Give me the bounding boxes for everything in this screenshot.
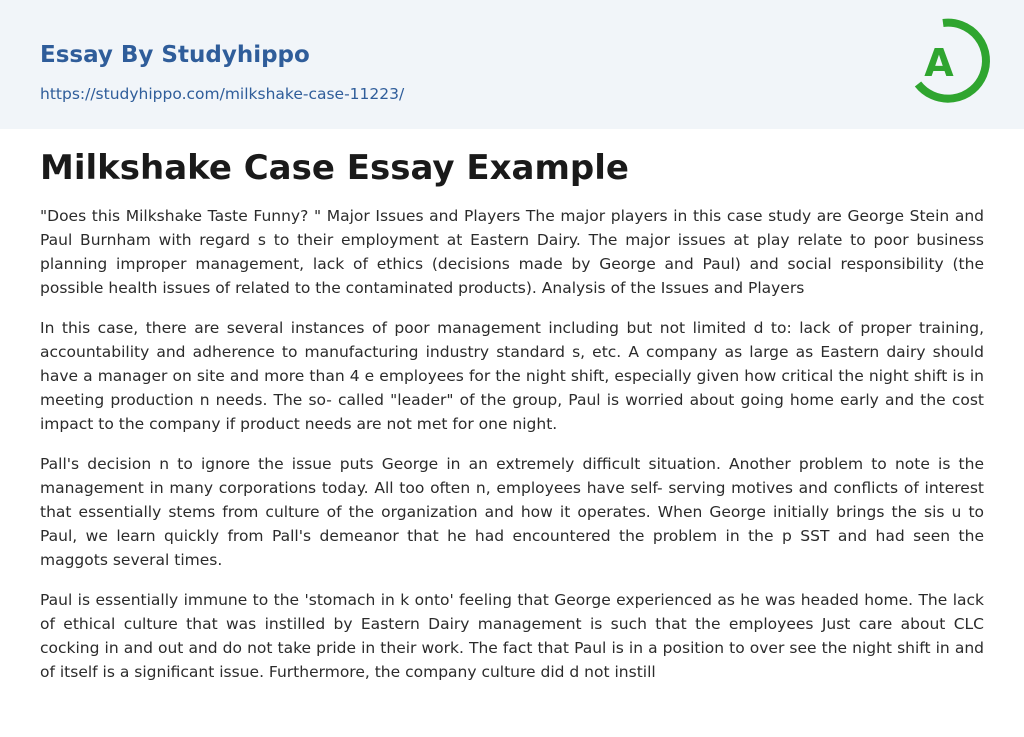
page-url-link[interactable]: https://studyhippo.com/milkshake-case-11223/ xyxy=(40,85,405,103)
essay-paragraph-1: "Does this Milkshake Taste Funny? " Major Issues and Players The major players in this case study are George Stein and Paul Burnham with regard s to their employment at Eastern Dairy. The major issues at play relate to poor business planning improper management, lack of ethics (decisions made by George and Paul) and social responsibility (the possible health issues of related to the contaminated products). Analysis of the Issues and Players xyxy=(40,207,984,297)
studyhippo-logo-icon[interactable] xyxy=(906,14,994,110)
essay-content xyxy=(40,140,984,700)
site-brand[interactable]: Essay By Studyhippo xyxy=(40,42,310,68)
essay-paragraph-3: Pall's decision n to ignore the issue puts George in an extremely difficult situation. Another problem to note is the management in many corporations today. All too often n, employees have self- serving motives and conflicts of interest that essentially stems from culture of the organization and how it operates. When George initially brings the sis u to Paul, we learn quickly from Pall's demeanor that he had encountered the problem in the p SST and had seen the maggots several times. xyxy=(40,455,984,569)
essay-paragraph-4: Paul is essentially immune to the 'stomach in k onto' feeling that George experienced as he was headed home. The lack of ethical culture that was instilled by Eastern Dairy management is such that the employees Just care about CLC cocking in and out and do not take pride in their work. The fact that Paul is in a position to over see the night shift in and of itself is a significant issue. Furthermore, the company culture did d not instill xyxy=(40,591,984,681)
essay-paragraph-2: In this case, there are several instances of poor management including but not limited d to: lack of proper training, accountability and adherence to manufacturing industry standard s, etc. A company as large as Eastern dairy should have a manager on site and more than 4 e employees for the night shift, especially given how critical the night shift is in meeting production n needs. The so- called "leader" of the group, Paul is worried about going home early and the cost impact to the company if product needs are not met for one night. xyxy=(40,319,984,433)
page-title: Milkshake Case Essay Example xyxy=(40,148,629,188)
site-header xyxy=(0,0,1024,129)
logo-letter: A xyxy=(924,41,954,85)
